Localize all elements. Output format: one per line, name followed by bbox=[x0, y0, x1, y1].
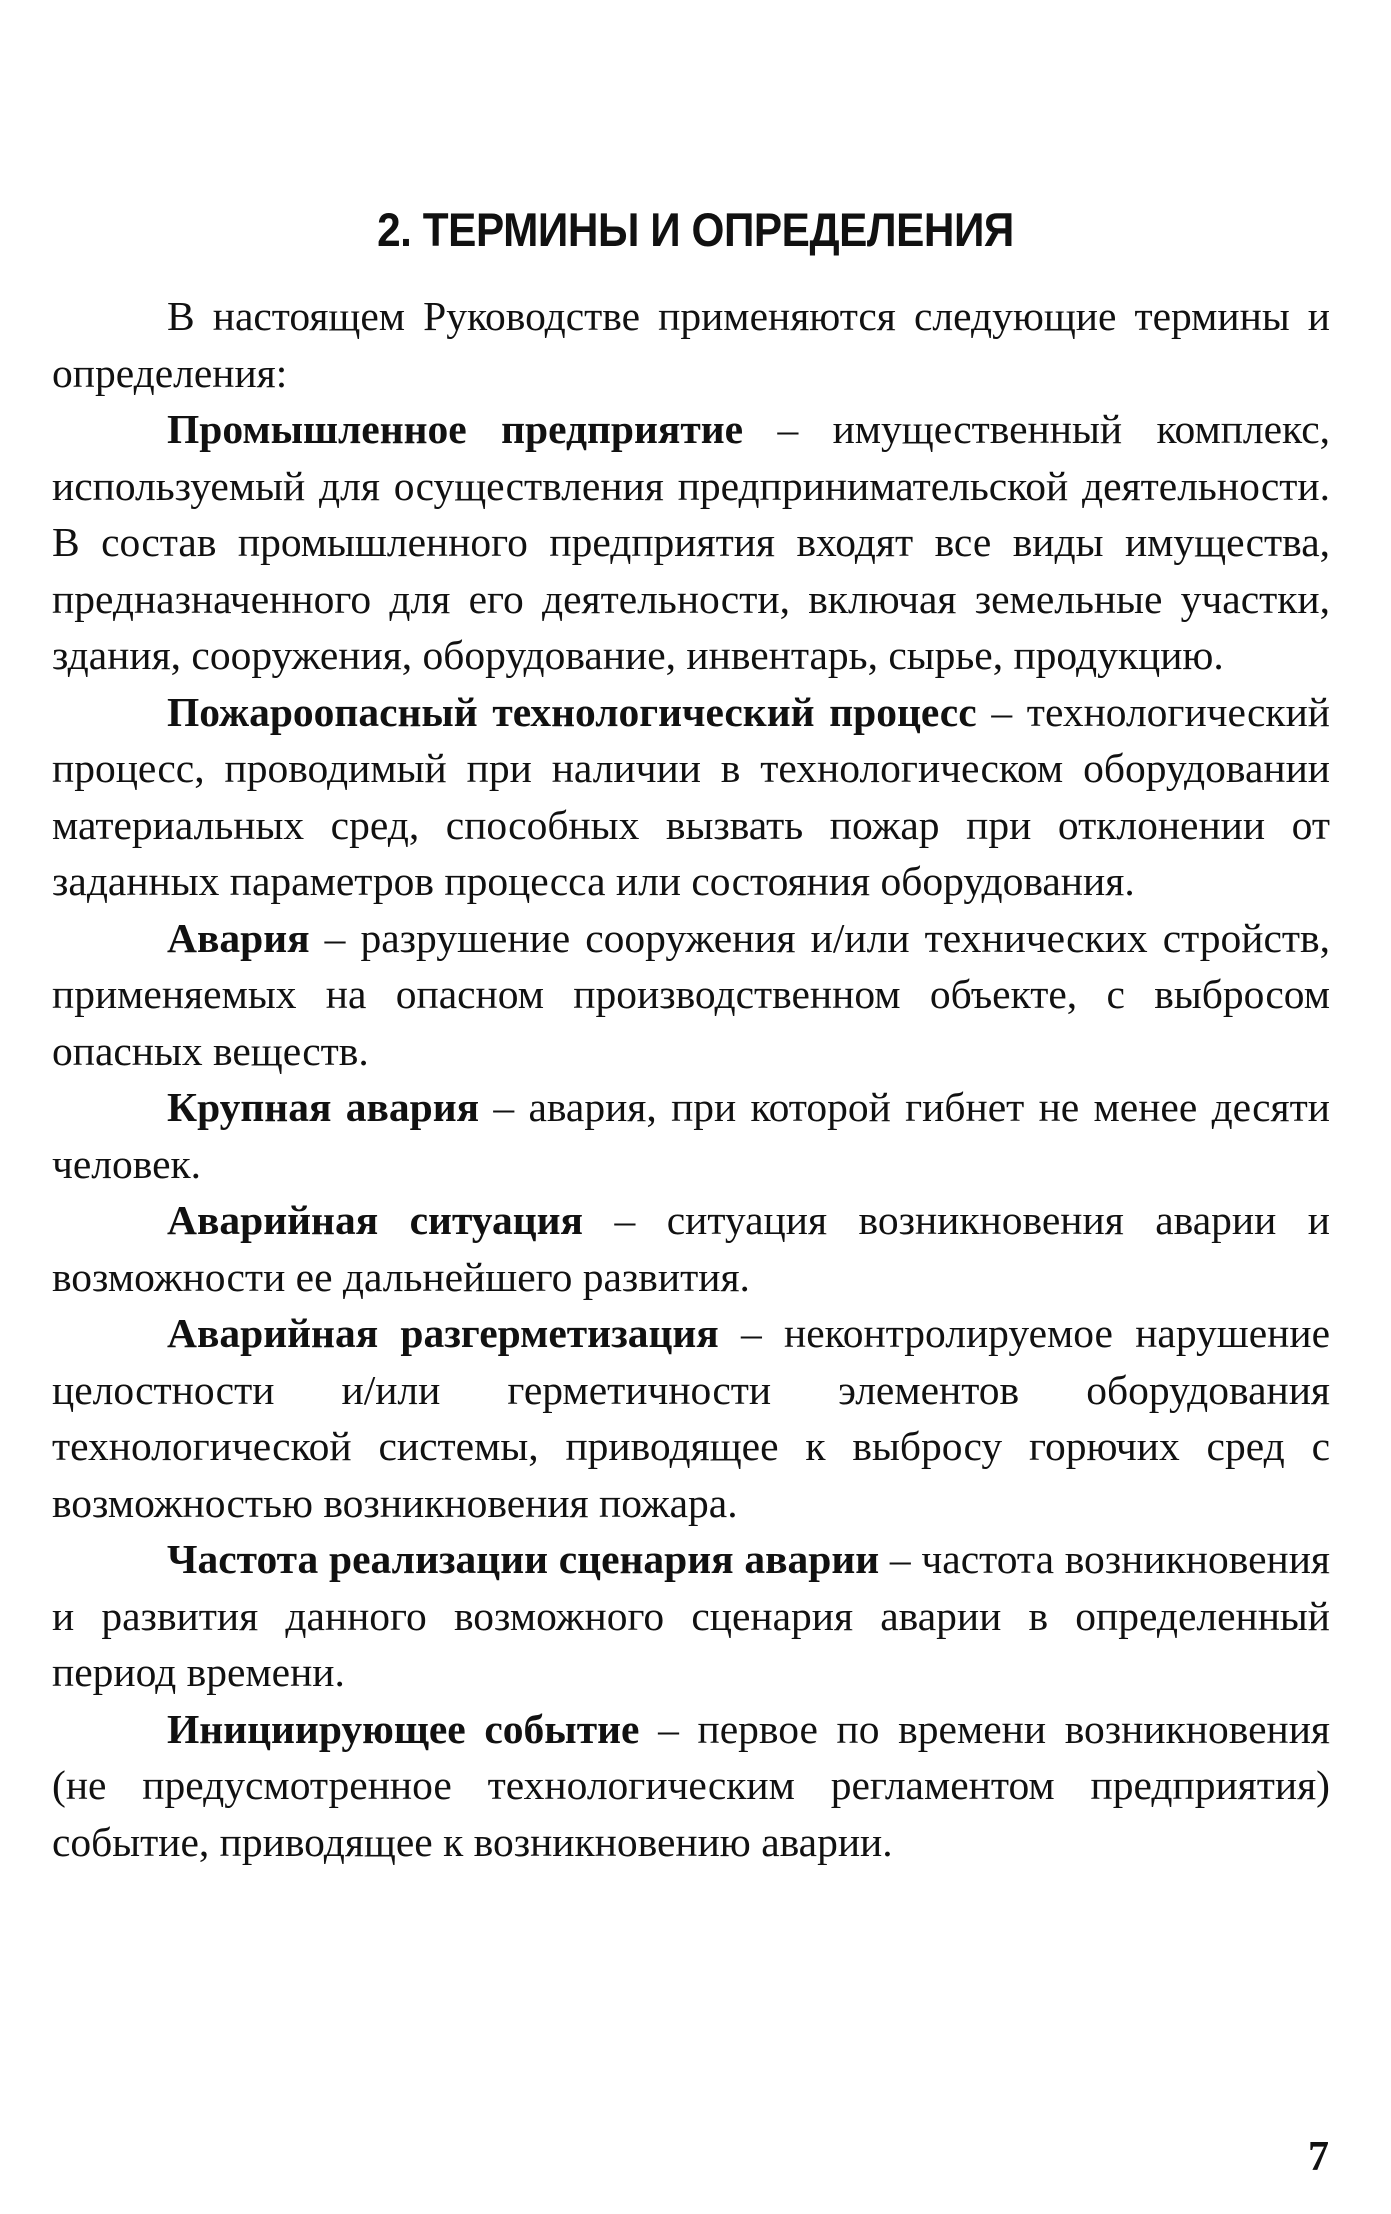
definition-term: Аварийная ситуация bbox=[167, 1197, 584, 1243]
definition-term: Инициирующее событие bbox=[167, 1705, 640, 1752]
definition-text: – авария, при которой гибнет не менее десяти человек. bbox=[52, 1084, 1330, 1187]
definition-paragraph bbox=[52, 1701, 1330, 1871]
definition-term: Частота реализации сценария аварии bbox=[167, 1536, 880, 1582]
definition-text: – разрушение сооружения и/или технических стройств, применяемых на опасном производственном объекте, с выбросом опасных веществ. bbox=[52, 914, 1330, 1074]
definition-paragraph bbox=[52, 684, 1330, 910]
section-body bbox=[52, 288, 1330, 1870]
definition-text: – ситуация возникновения аварии и возможности ее дальнейшего развития. bbox=[52, 1197, 1330, 1300]
definition-text: – имущественный комплекс, используемый для осуществления предпринимательской деятельности. В состав промышленного предприятия входят все виды имущества, предназначенного для его деятельности, включая земельные участки, здания, сооружения, оборудование, инвентарь, сырье, продукцию. bbox=[52, 406, 1330, 678]
section-title: 2. ТЕРМИНЫ И ОПРЕДЕЛЕНИЯ bbox=[377, 203, 1014, 256]
page-number: 7 bbox=[1308, 2134, 1329, 2180]
definition-paragraph bbox=[52, 1305, 1330, 1531]
definition-text: – неконтролируемое нарушение целостности и/или герметичности элементов оборудования технологической системы, приводящее к выбросу горючих сред с возможностью возникновения пожара. bbox=[52, 1310, 1330, 1526]
definition-term: Аварийная разгерметизация bbox=[167, 1310, 719, 1356]
definition-text: – первое по времени возникновения (не предусмотренное технологическим регламентом предприятия) событие, приводящее к возникновению аварии. bbox=[52, 1705, 1330, 1865]
definition-paragraph bbox=[52, 401, 1330, 684]
definition-term: Крупная авария bbox=[167, 1084, 480, 1130]
definition-paragraph bbox=[52, 1079, 1330, 1192]
intro-paragraph: В настоящем Руководстве применяются следующие термины и определения: bbox=[52, 293, 1330, 396]
definition-paragraph bbox=[52, 1192, 1330, 1305]
definition-text: – технологический процесс, проводимый при наличии в технологическом оборудовании материальных сред, способных вызвать пожар при отклонении от заданных параметров процесса или состояния оборудования. bbox=[52, 688, 1330, 904]
definition-term: Пожароопасный технологический процесс bbox=[167, 688, 977, 735]
definition-paragraph bbox=[52, 910, 1330, 1080]
definition-term: Промышленное предприятие bbox=[167, 406, 744, 452]
definition-paragraph bbox=[52, 1531, 1330, 1701]
definition-term: Авария bbox=[167, 914, 310, 961]
definition-text: – частота возникновения и развития данного возможного сценария аварии в определенный период времени. bbox=[52, 1536, 1331, 1695]
